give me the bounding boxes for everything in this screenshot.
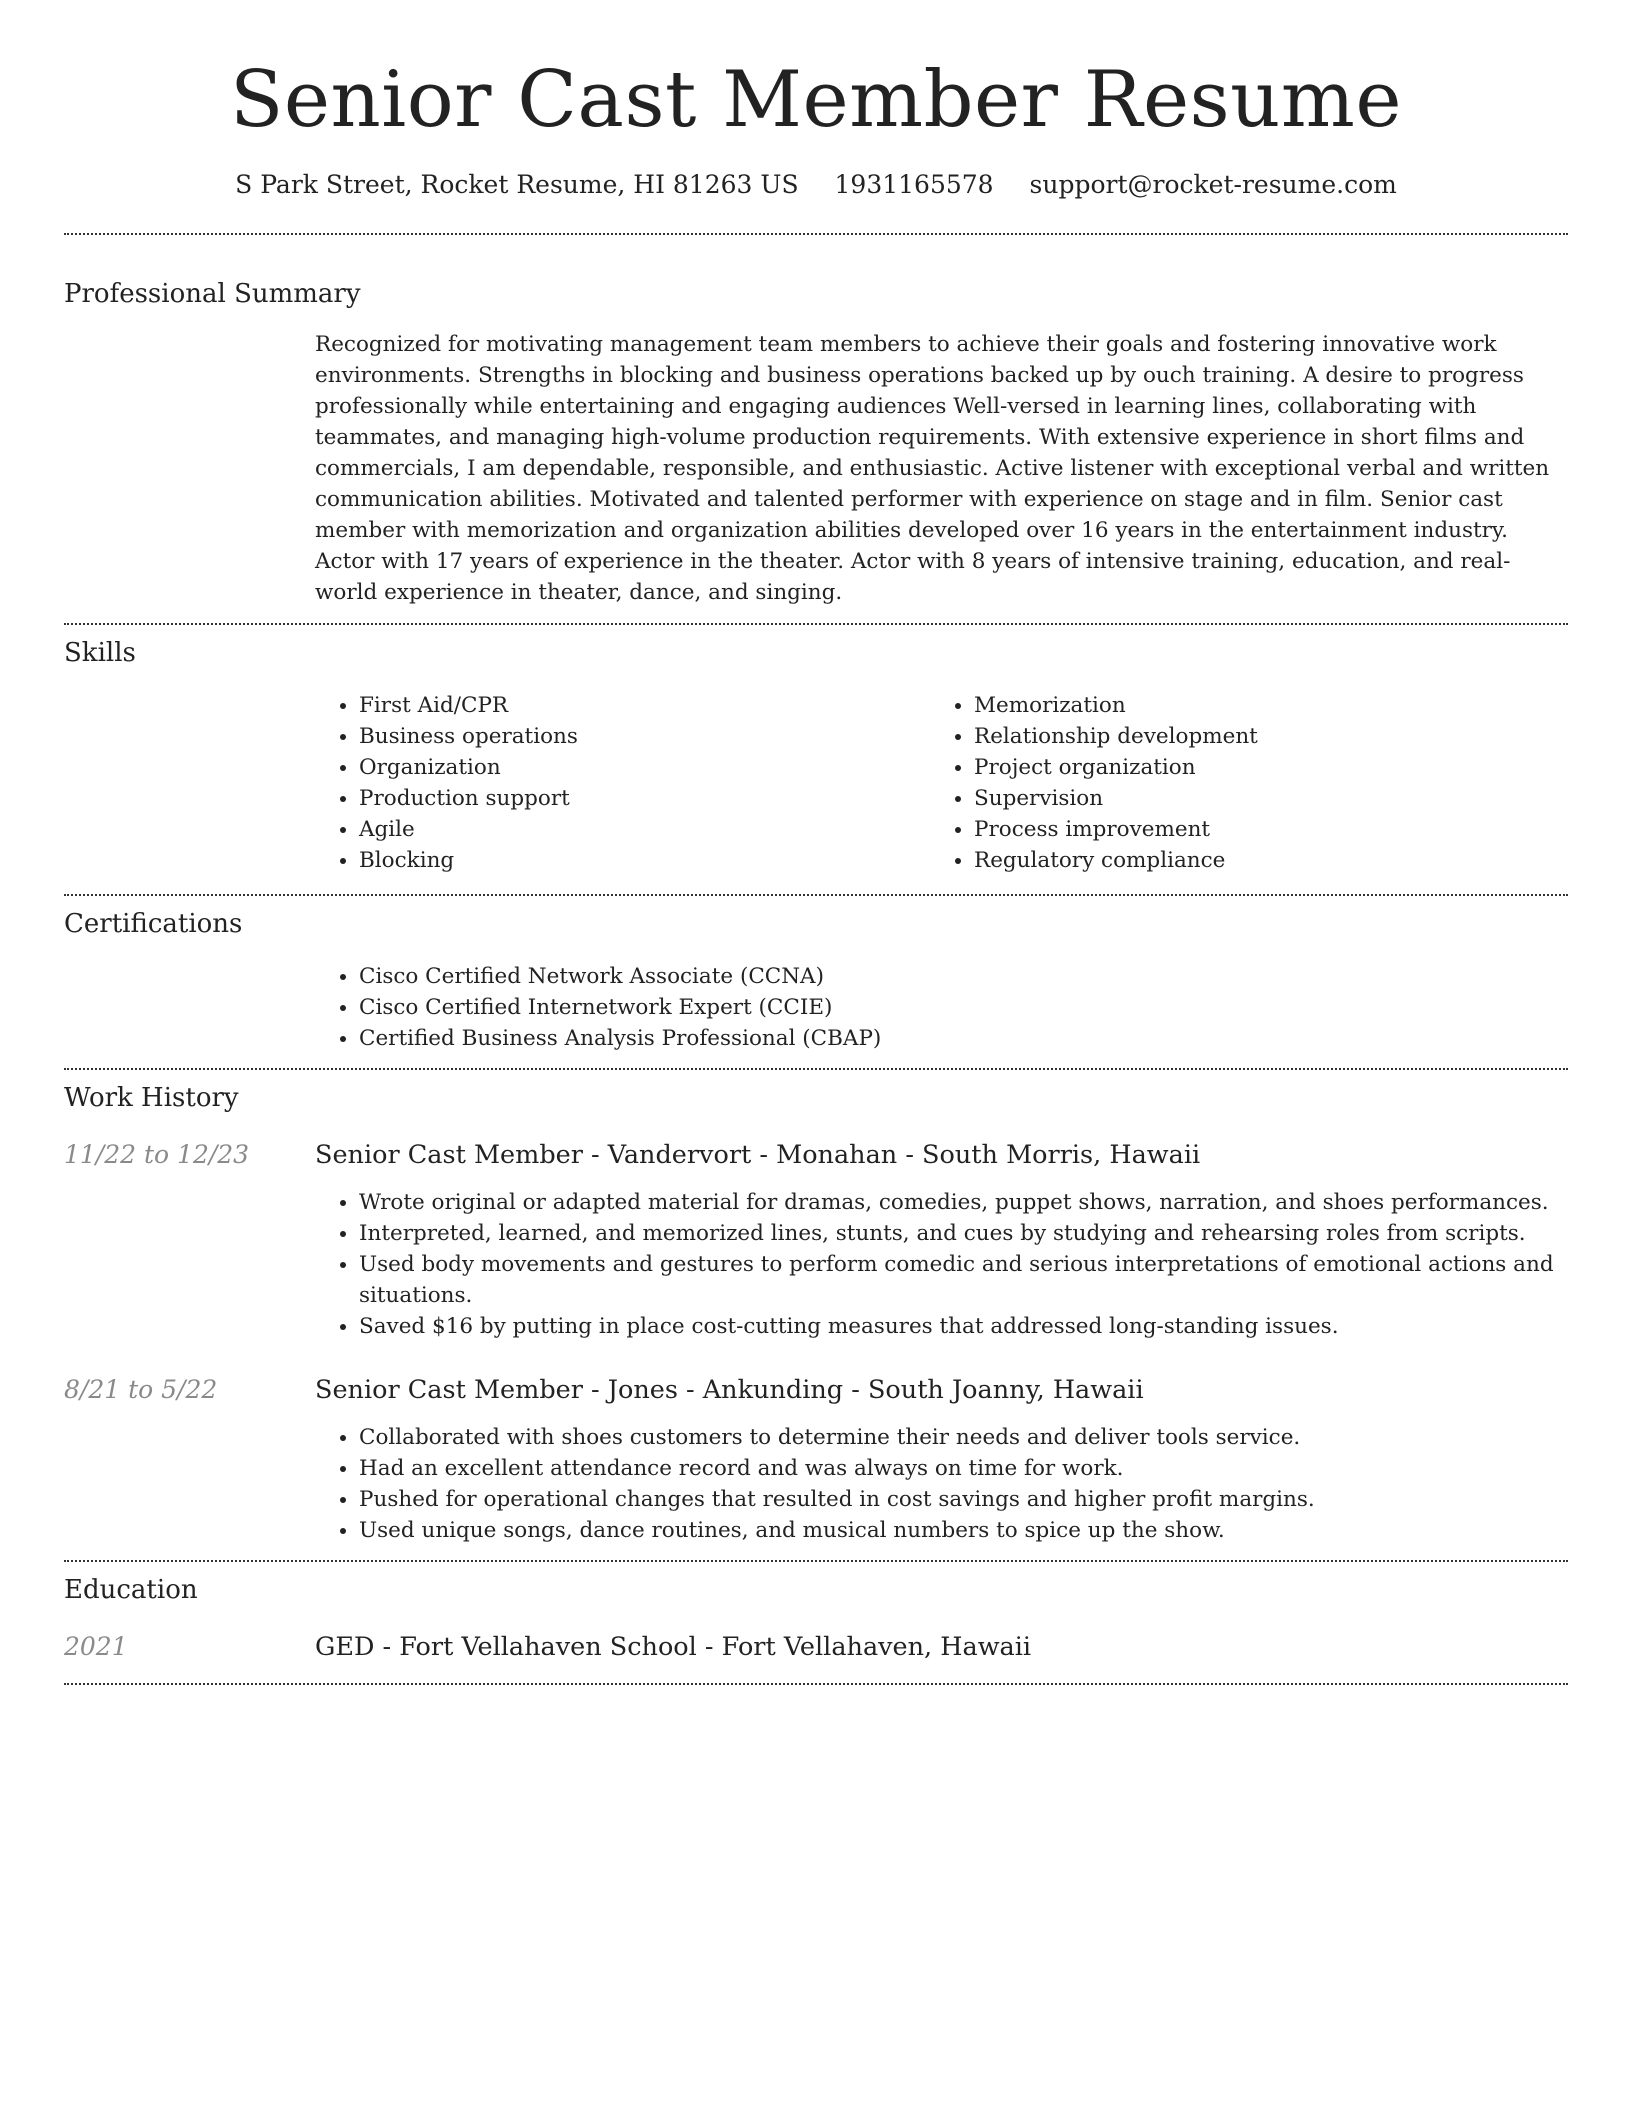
certifications-section [64, 907, 1568, 1054]
skills-columns [315, 690, 1568, 876]
divider [64, 233, 1568, 235]
education-entry [64, 1630, 1568, 1664]
list-item: • Pushed for operational changes that resulted in cost savings and higher profit margins. [359, 1484, 1568, 1515]
work-history-heading: Work History [64, 1083, 239, 1113]
summary-heading: Professional Summary [64, 279, 361, 309]
job-dates: 11/22 to 12/23 [64, 1140, 250, 1169]
list-item: • First Aid/CPR [359, 690, 930, 721]
list-item: • Agile [359, 814, 930, 845]
education-degree: GED - Fort Vellahaven School - Fort Vellahaven, Hawaii [315, 1632, 1032, 1662]
resume-title: Senior Cast Member Resume [229, 55, 1403, 145]
contact-address: S Park Street, Rocket Resume, HI 81263 US [235, 170, 799, 199]
job-dates: 8/21 to 5/22 [64, 1375, 218, 1404]
job-bullets [315, 1422, 1568, 1546]
list-item: • Collaborated with shoes customers to determine their needs and deliver tools service. [359, 1422, 1568, 1453]
job-title: Senior Cast Member - Vandervort - Monahan - South Morris, Hawaii [315, 1140, 1201, 1170]
list-item: • Certified Business Analysis Professional (CBAP) [359, 1023, 1568, 1054]
list-item: • Organization [359, 752, 930, 783]
skills-heading: Skills [64, 638, 136, 668]
list-item: • Process improvement [974, 814, 1545, 845]
work-history-section [64, 1081, 1568, 1546]
list-item: • Project organization [974, 752, 1545, 783]
list-item: • Wrote original or adapted material for dramas, comedies, puppet shows, narration, and shoes performances. [359, 1187, 1568, 1218]
divider [64, 1068, 1568, 1070]
education-section [64, 1573, 1568, 1664]
job-bullets [315, 1187, 1568, 1342]
list-item: • Used unique songs, dance routines, and musical numbers to spice up the show. [359, 1515, 1568, 1546]
summary-section [64, 277, 1568, 608]
list-item: • Production support [359, 783, 930, 814]
job-entry [64, 1138, 1568, 1342]
skills-list-right [930, 690, 1545, 876]
contact-line [64, 168, 1568, 202]
education-year: 2021 [64, 1632, 128, 1661]
contact-email: support@rocket-resume.com [1029, 170, 1397, 199]
list-item: • Interpreted, learned, and memorized lines, stunts, and cues by studying and rehearsing roles from scripts. [359, 1218, 1568, 1249]
divider [64, 1683, 1568, 1685]
list-item: • Regulatory compliance [974, 845, 1545, 876]
skills-section [64, 636, 1568, 876]
divider [64, 1560, 1568, 1562]
list-item: • Memorization [974, 690, 1545, 721]
summary-text: Recognized for motivating management team members to achieve their goals and fostering innovative work environments. Strengths in blocking and business operations backed up by ouch training. A desire to progress professionally while entertaining and engaging audiences Well-versed in learning lines, collaborating with teammates, and managing high-volume production requirements. With extensive experience in short films and commercials, I am dependable, responsible, and enthusiastic. Active listener with exceptional verbal and written communication abilities. Motivated and talented performer with experience on stage and in film. Senior cast member with memorization and organization abilities developed over 16 years in the entertainment industry. Actor with 17 years of experience in the theater. Actor with 8 years of intensive training, education, and real-world experience in theater, dance, and singing. [315, 332, 1550, 605]
list-item: • Saved $16 by putting in place cost-cutting measures that addressed long-standing issues. [359, 1311, 1568, 1342]
certifications-list [315, 961, 1568, 1054]
list-item: • Blocking [359, 845, 930, 876]
job-entry [64, 1373, 1568, 1546]
skills-list-left [315, 690, 930, 876]
list-item: • Supervision [974, 783, 1545, 814]
list-item: • Had an excellent attendance record and was always on time for work. [359, 1453, 1568, 1484]
education-heading: Education [64, 1575, 198, 1605]
divider [64, 894, 1568, 896]
list-item: • Cisco Certified Network Associate (CCNA) [359, 961, 1568, 992]
list-item: • Used body movements and gestures to perform comedic and serious interpretations of emotional actions and situations. [359, 1249, 1568, 1311]
list-item: • Relationship development [974, 721, 1545, 752]
list-item: • Cisco Certified Internetwork Expert (CCIE) [359, 992, 1568, 1023]
job-title: Senior Cast Member - Jones - Ankunding - South Joanny, Hawaii [315, 1375, 1144, 1405]
contact-phone: 1931165578 [834, 170, 994, 199]
certifications-heading: Certifications [64, 909, 243, 939]
list-item: • Business operations [359, 721, 930, 752]
divider [64, 623, 1568, 625]
